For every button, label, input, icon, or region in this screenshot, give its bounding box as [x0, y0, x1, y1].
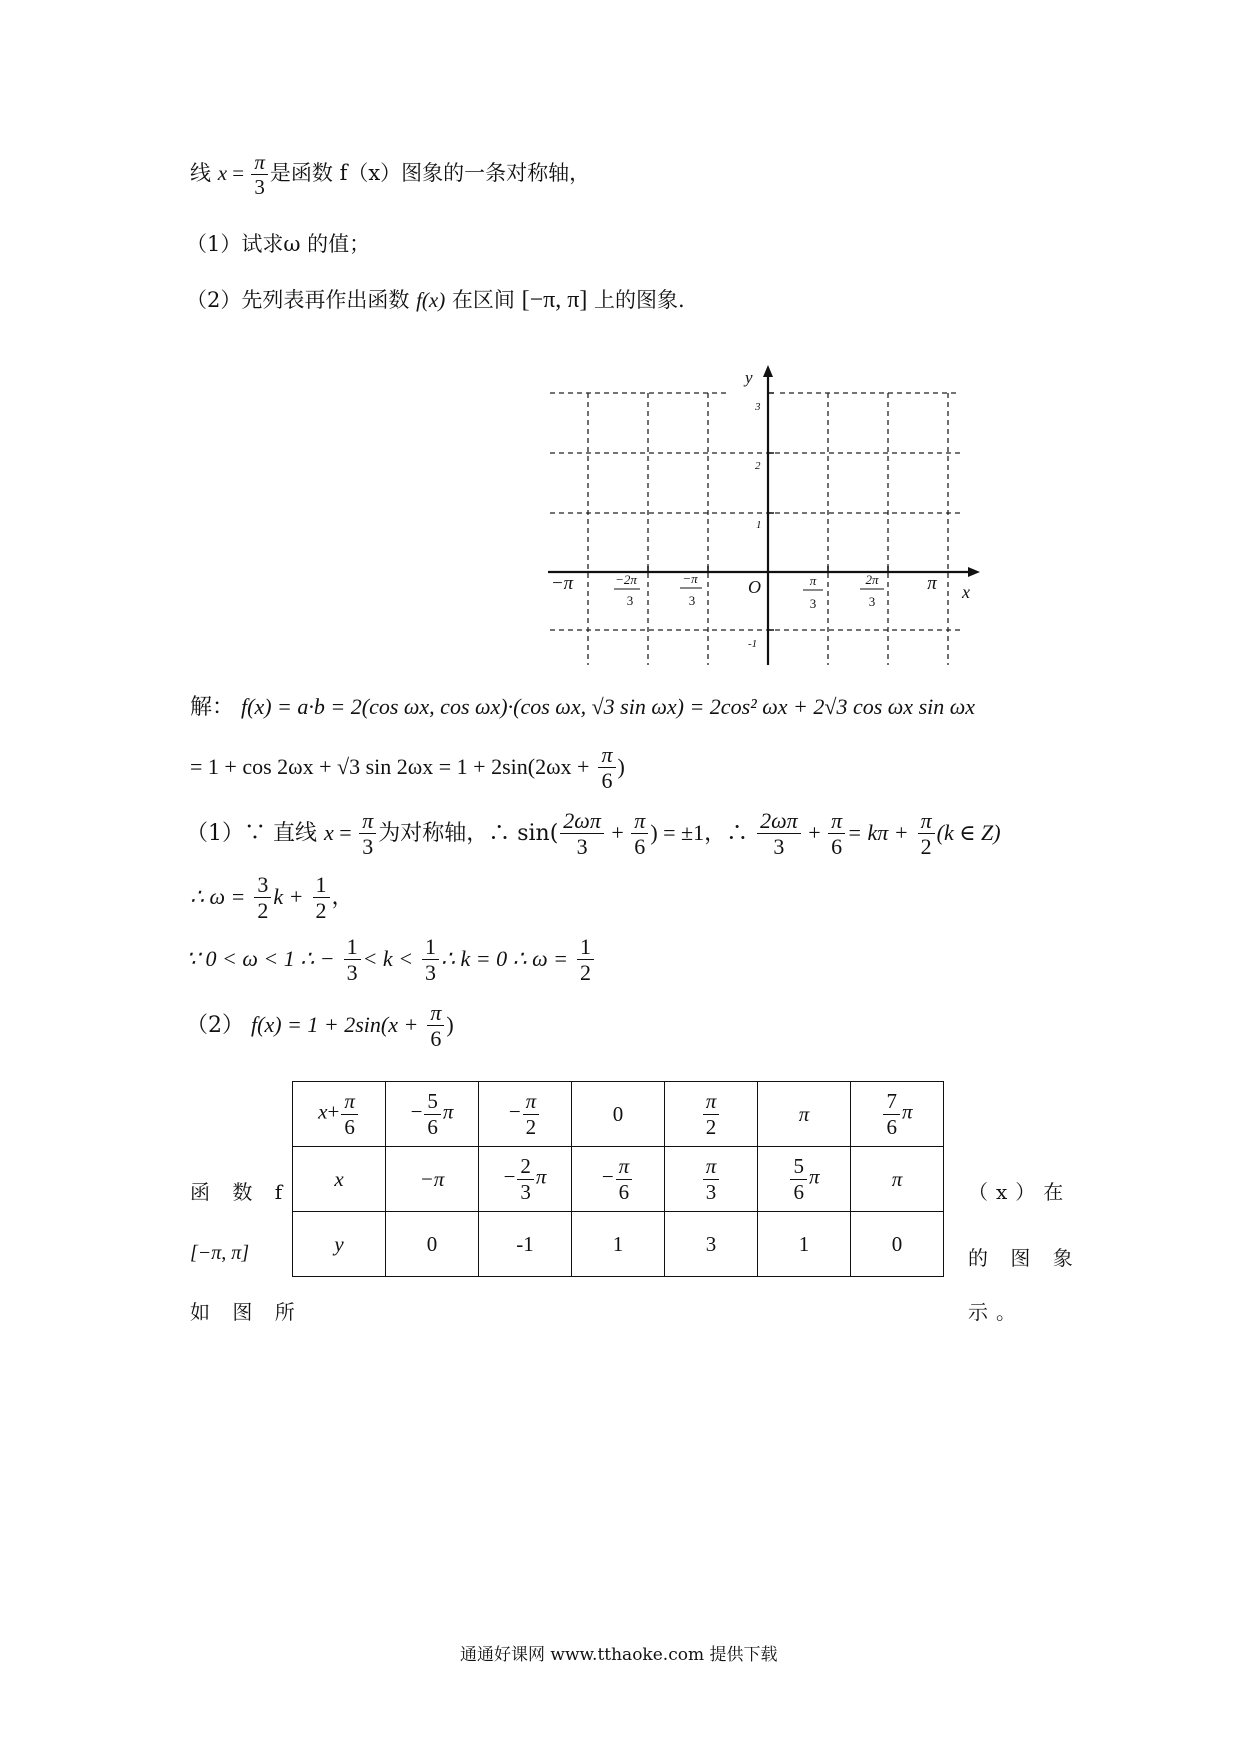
table-cell: − $\frac{5}{6}$ π — [386, 1082, 479, 1147]
part1-d: = kπ + — [847, 819, 909, 845]
problem-line-1-mid: 是函数 f（x）图象的一条对称轴， — [269, 161, 591, 186]
table-cell: − $\frac{\pi}{2}$ — [479, 1082, 572, 1147]
y-tick-neg1: -1 — [748, 638, 758, 650]
origin-label: O — [748, 577, 761, 597]
x-tick-neg-2pi3-num: −2π — [615, 572, 637, 587]
x-tick-2pi3-den: 3 — [868, 594, 876, 609]
solution-label: 解： — [190, 695, 235, 720]
solution-part-2: （2） f(x) = 1 + 2sin(x + $\frac{\pi}{6}$ ) — [186, 1000, 454, 1052]
omega-line-a: ∴ ω = — [190, 883, 246, 909]
omega-line: ∴ ω = $\frac{3}{2}$ k + $\frac{1}{2}$ ， — [190, 872, 354, 924]
range-line-a: ∵ 0 < ω < 1 ∴ − — [186, 945, 335, 971]
question-2 — [186, 284, 685, 314]
question-2-prefix: （2）先列表再作出函数 — [186, 288, 410, 312]
part1-c: ) = ±1，∴ — [650, 819, 749, 845]
question-2-interval: [−π, π] — [521, 287, 588, 313]
y-axis-label: y — [745, 368, 753, 387]
table-cell: $\frac{\pi}{3}$ — [665, 1147, 758, 1212]
table-cell: − $\frac{2}{3}$ π — [479, 1147, 572, 1212]
table-cell: 3 — [665, 1212, 758, 1277]
x-tick-pi3-num: π — [809, 573, 817, 588]
question-1: （1）试求ω 的值； — [186, 232, 371, 256]
x-tick-pi3-den: 3 — [809, 596, 817, 611]
y-axis-arrow — [763, 365, 773, 377]
table-cell: $\frac{7}{6}$ π — [851, 1082, 944, 1147]
solution-part-1: （1）∵ 直线 x = $\frac{\pi}{3}$ 为对称轴，∴ sin( $\frac{2\omega\pi}{3}$ + $\frac{\pi}{6}$ ) = ±1，∴ $\frac{2\omega\pi}{3}$ + $\frac{\pi}{6}$ = kπ + $\frac{\pi}{2}$ (k ∈ Z) — [186, 808, 1001, 860]
table-cell: -1 — [479, 1212, 572, 1277]
omega-line-b: k + — [273, 883, 304, 909]
solution-eq-1: f(x) = a·b = 2(cos ωx, cos ωx)·(cos ωx, √3 sin ωx) = 2cos² ωx + 2√3 cos ωx sin ωx — [241, 694, 976, 719]
table-cell: − $\frac{\pi}{6}$ — [572, 1147, 665, 1212]
question-2-func: f(x) — [416, 288, 446, 312]
fraction-pi-over-3: $\frac{\pi}{3}$ — [251, 150, 268, 199]
value-table — [292, 1081, 944, 1277]
table-cell: 1 — [572, 1212, 665, 1277]
part1-b: 为对称轴，∴ sin( — [378, 820, 559, 846]
table-cell: $\frac{\pi}{2}$ — [665, 1082, 758, 1147]
coordinate-grid — [540, 365, 980, 675]
table-cell: $\frac{5}{6}$ π — [758, 1147, 851, 1212]
x-axis-arrow — [968, 567, 980, 577]
x-tick-neg-pi: −π — [550, 573, 574, 594]
part2-b: f(x) = 1 + 2sin(x + — [251, 1011, 419, 1037]
table-cell: 0 — [572, 1082, 665, 1147]
y-tick-2: 2 — [755, 460, 761, 472]
x-tick-2pi3-num: 2π — [865, 572, 879, 587]
table-cell: π — [758, 1082, 851, 1147]
x-tick-neg-pi3-den: 3 — [688, 593, 696, 608]
problem-line-1-prefix: 线 — [190, 161, 211, 186]
table-row — [293, 1212, 944, 1277]
range-line-b: < k < — [362, 945, 414, 971]
table-cell: 0 — [851, 1212, 944, 1277]
side-left-2: [−π, π] — [190, 1242, 250, 1264]
side-right-2: 的 图 象 — [968, 1246, 1081, 1270]
table-cell: 1 — [758, 1212, 851, 1277]
side-left-1: 函 数 f — [190, 1180, 291, 1204]
question-2-suffix: 上的图象. — [594, 288, 685, 312]
range-line: ∵ 0 < ω < 1 ∴ − $\frac{1}{3}$ < k < $\frac{1}{3}$ ∴ k = 0 ∴ ω = $\frac{1}{2}$ — [186, 934, 596, 986]
problem-line-1: 线 x = $\frac{\pi}{3}$ 是函数 f（x）图象的一条对称轴， — [190, 150, 591, 200]
part1-a: （1）∵ 直线 — [186, 820, 317, 846]
question-2-mid: 在区间 — [451, 288, 515, 312]
table-cell: 0 — [386, 1212, 479, 1277]
part1-e: (k ∈ Z) — [936, 819, 1001, 845]
x-tick-pi: π — [927, 573, 937, 594]
part2-a: （2） — [186, 1012, 244, 1038]
solution-line-1 — [190, 690, 975, 721]
range-line-c: ∴ k = 0 ∴ ω = — [441, 945, 569, 971]
y-tick-3: 3 — [755, 401, 761, 413]
y-tick-1: 1 — [756, 519, 762, 531]
solution-eq-2: = 1 + cos 2ωx + √3 sin 2ωx = 1 + 2sin(2ωx + — [190, 753, 590, 779]
table-row-header: y — [293, 1212, 386, 1277]
grid-lines — [550, 393, 960, 665]
side-left-3: 如 图 所 — [190, 1300, 303, 1324]
table-cell: π — [851, 1147, 944, 1212]
solution-line-2: = 1 + cos 2ωx + √3 sin 2ωx = 1 + 2sin(2ωx + $\frac{\pi}{6}$ ) — [190, 742, 625, 794]
var-x: x — [217, 161, 228, 186]
table-row-header: x+ $\frac{\pi}{6}$ — [293, 1082, 386, 1147]
table-row-header: x — [293, 1147, 386, 1212]
x-axis-label: x — [962, 582, 970, 602]
table-row — [293, 1147, 944, 1212]
table-cell: −π — [386, 1147, 479, 1212]
x-tick-neg-2pi3-den: 3 — [626, 593, 634, 608]
x-tick-neg-pi3-num: −π — [682, 571, 698, 586]
side-right-3: 示。 — [968, 1300, 1024, 1324]
side-right-1: （x）在 — [968, 1180, 1072, 1204]
table-row — [293, 1082, 944, 1147]
footer-text: 通通好课网 www.tthaoke.com 提供下载 — [460, 1645, 778, 1665]
